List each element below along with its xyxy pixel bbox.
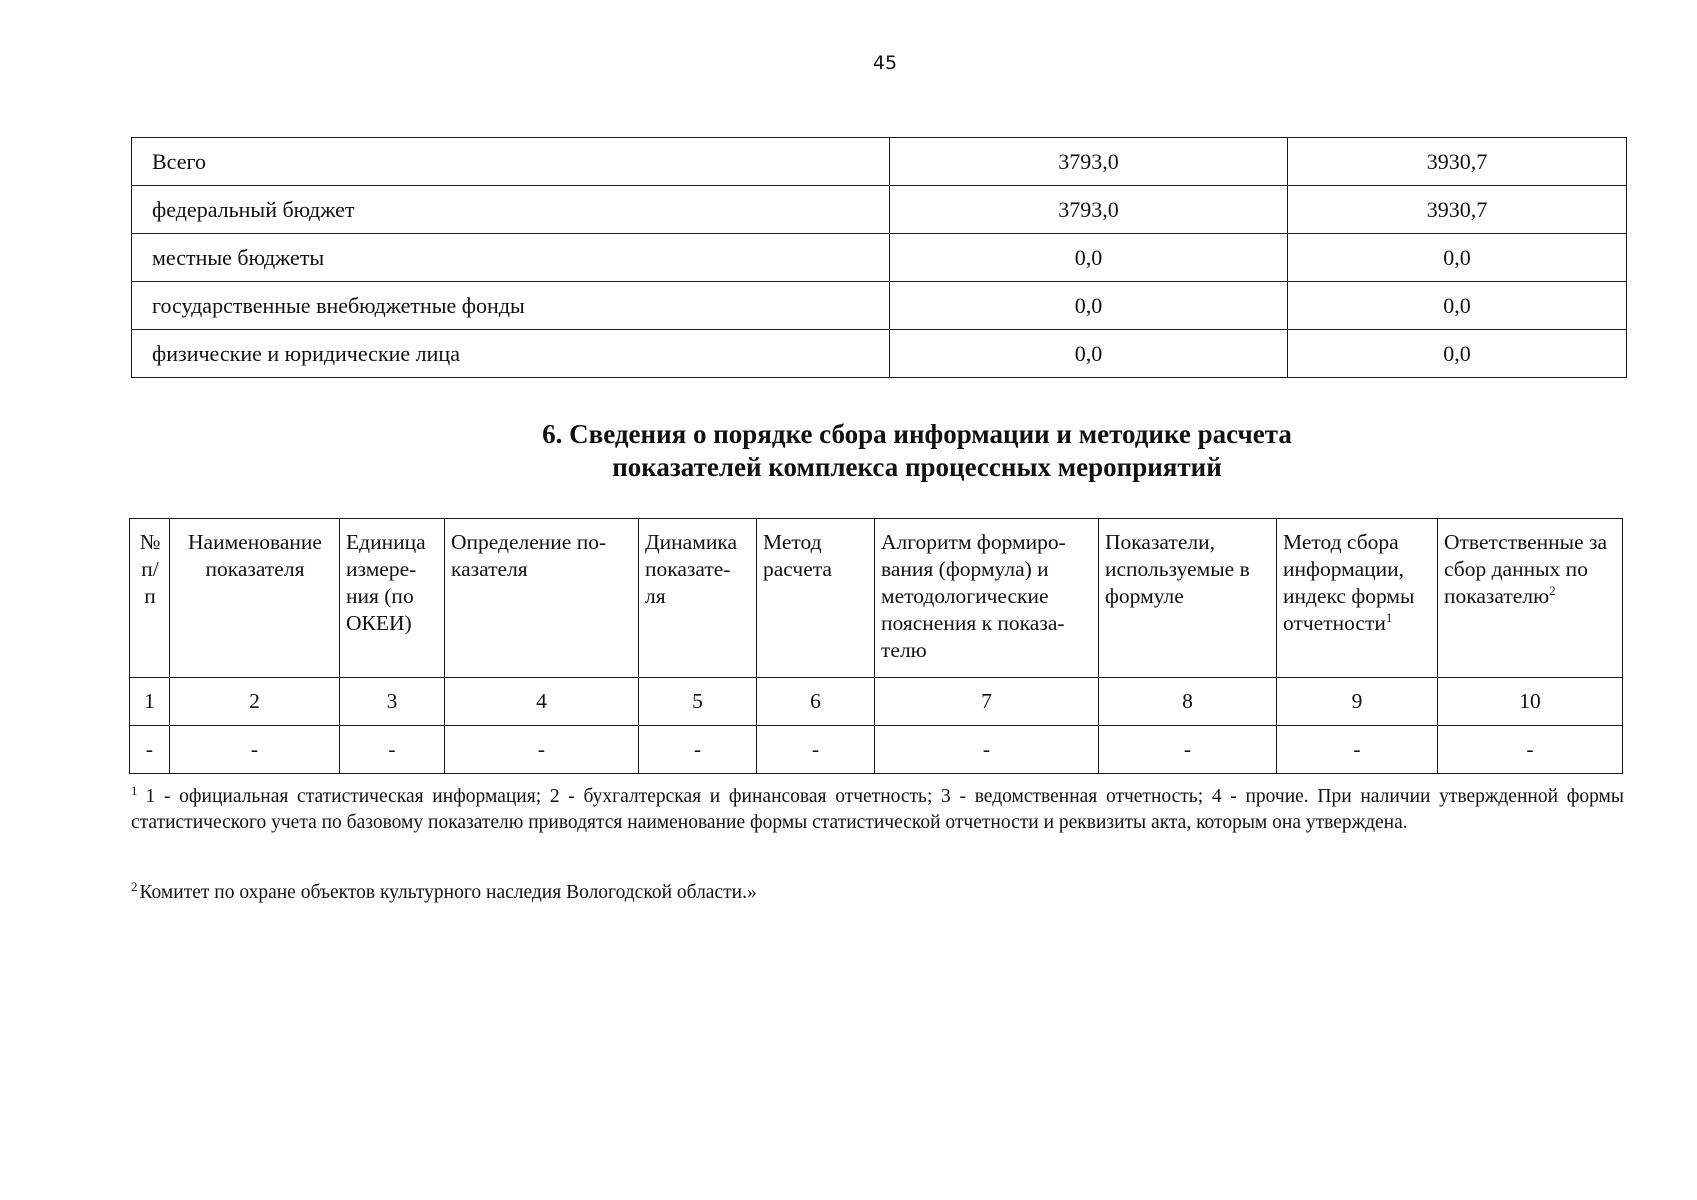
finance-row-persons (132, 330, 1627, 378)
finance-value-year1: 0,0 (890, 234, 1288, 282)
table-cell: - (875, 726, 1099, 774)
finance-value-year1: 3793,0 (890, 138, 1288, 186)
footnote-1-mark: 1 (131, 782, 138, 798)
header-definition: Определение по-казателя (445, 519, 639, 678)
table-cell: - (130, 726, 170, 774)
column-number: 8 (1099, 678, 1277, 726)
finance-row-federal (132, 186, 1627, 234)
finance-value-year2: 3930,7 (1288, 138, 1627, 186)
page-number: 45 (872, 52, 898, 74)
table-cell: - (170, 726, 340, 774)
section-title (131, 418, 1697, 484)
finance-value-year2: 0,0 (1288, 282, 1627, 330)
table-cell: - (639, 726, 757, 774)
footnote-1 (131, 784, 1624, 836)
finance-row-total (132, 138, 1627, 186)
footnote-ref-2: 2 (1549, 582, 1556, 598)
finance-value-year1: 0,0 (890, 330, 1288, 378)
finance-value-year2: 0,0 (1288, 330, 1627, 378)
header-dynamics: Динамика показате-ля (639, 519, 757, 678)
indicators-data-row (130, 726, 1623, 774)
table-cell: - (1438, 726, 1623, 774)
finance-row-label: физические и юридические лица (132, 330, 890, 378)
column-number: 2 (170, 678, 340, 726)
indicators-table (129, 518, 1623, 774)
footnote-2-text: Комитет по охране объектов культурного наследия Вологодской области.» (139, 882, 757, 903)
header-collection-method (1277, 519, 1438, 678)
finance-row-label: Всего (132, 138, 890, 186)
header-algorithm: Алгоритм формиро-вания (формула) и методологические пояснения к показа-телю (875, 519, 1099, 678)
header-formula-indicators: Показатели, используемые в формуле (1099, 519, 1277, 678)
finance-row-extrabudgetary (132, 282, 1627, 330)
column-number: 5 (639, 678, 757, 726)
column-number: 10 (1438, 678, 1623, 726)
footnote-2-mark: 2 (131, 878, 138, 894)
finance-row-label: федеральный бюджет (132, 186, 890, 234)
column-number: 4 (445, 678, 639, 726)
footnote-2 (131, 880, 1624, 906)
table-cell: - (445, 726, 639, 774)
finance-value-year1: 3793,0 (890, 186, 1288, 234)
section-title-line1: 6. Сведения о порядке сбора информации и методике расчета (542, 419, 1292, 449)
finance-row-label: местные бюджеты (132, 234, 890, 282)
header-responsible-label: Ответственные за сбор данных по показателю (1444, 530, 1608, 608)
header-unit: Единица измере-ния (по ОКЕИ) (340, 519, 445, 678)
column-number: 1 (130, 678, 170, 726)
indicators-header-row (130, 519, 1623, 678)
footnote-1-text: 1 - официальная статистическая информация; 2 - бухгалтерская и финансовая отчетность; 3 - ведомственная отчетность; 4 - прочие. При наличии утвержденной формы статистического учета по базовому показателю приводятся наименование формы статистической отчетности и реквизиты акта, которым она утверждена. (131, 786, 1624, 833)
column-number: 6 (757, 678, 875, 726)
header-indicator-name: Наименование показателя (170, 519, 340, 678)
finance-value-year2: 3930,7 (1288, 186, 1627, 234)
header-collection-method-label: Метод сбора информации, индекс формы отчетности (1283, 530, 1415, 635)
column-number: 9 (1277, 678, 1438, 726)
header-calc-method: Метод расчета (757, 519, 875, 678)
table-cell: - (340, 726, 445, 774)
header-responsible (1438, 519, 1623, 678)
table-cell: - (757, 726, 875, 774)
finance-value-year1: 0,0 (890, 282, 1288, 330)
header-number: № п/ п (130, 519, 170, 678)
finance-row-local (132, 234, 1627, 282)
section-title-line2: показателей комплекса процессных мероприятий (612, 452, 1222, 482)
finance-table (131, 137, 1627, 378)
finance-row-label: государственные внебюджетные фонды (132, 282, 890, 330)
indicators-numbers-row (130, 678, 1623, 726)
footnote-ref-1: 1 (1385, 609, 1393, 625)
column-number: 7 (875, 678, 1099, 726)
finance-value-year2: 0,0 (1288, 234, 1627, 282)
column-number: 3 (340, 678, 445, 726)
table-cell: - (1277, 726, 1438, 774)
table-cell: - (1099, 726, 1277, 774)
